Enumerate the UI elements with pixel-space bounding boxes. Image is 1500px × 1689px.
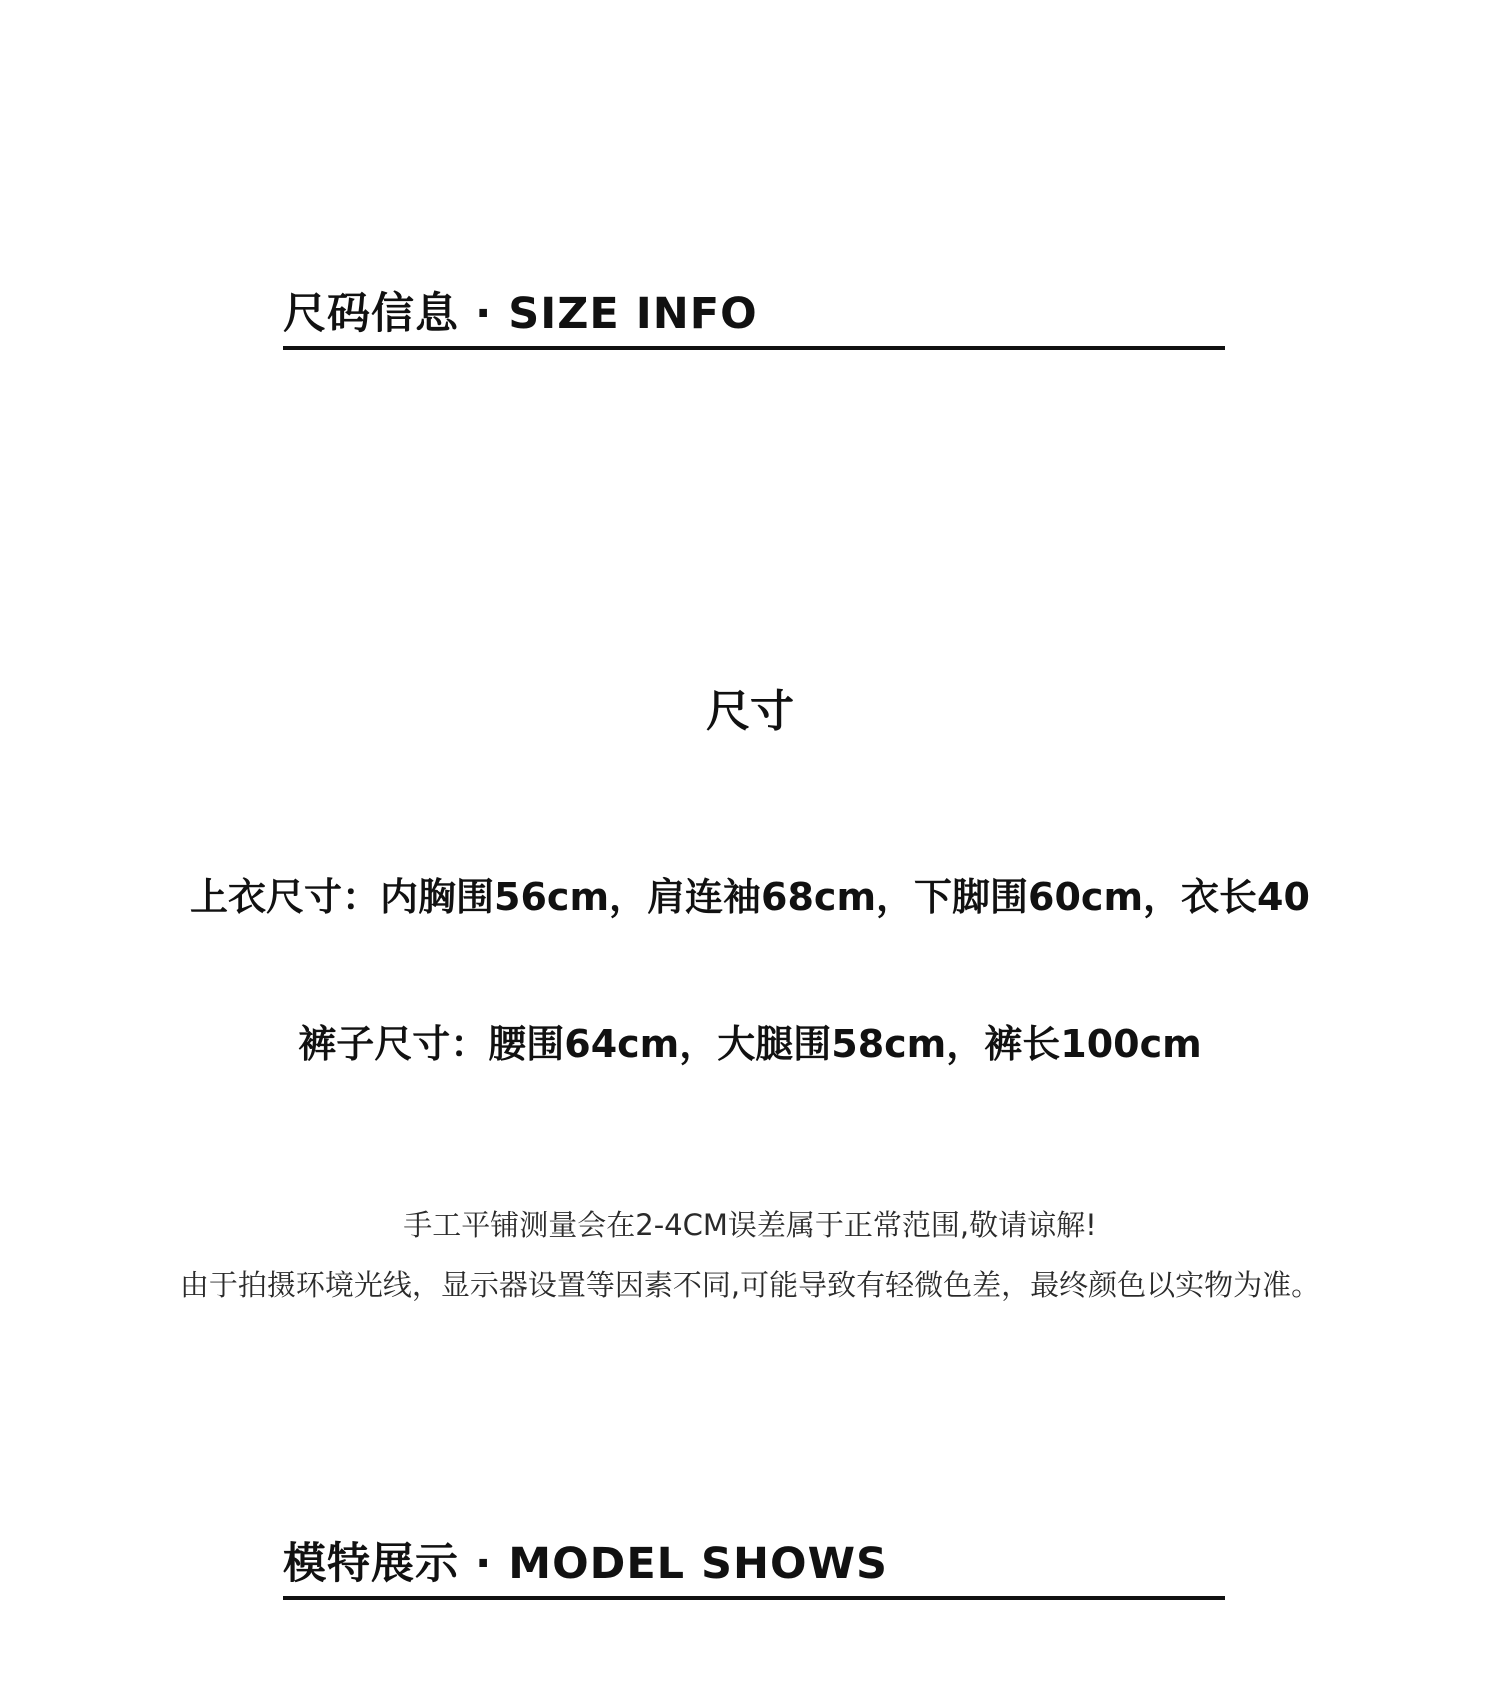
size-title: 尺寸	[706, 686, 794, 737]
pants-size-text: 裤子尺寸：腰围64cm，大腿围58cm，裤长100cm	[298, 1022, 1202, 1066]
top-size-text: 上衣尺寸：内胸围56cm，肩连袖68cm，下脚围60cm，衣长40	[190, 875, 1310, 919]
model-shows-heading	[283, 1541, 1225, 1600]
model-shows-heading-text: 模特展示 · MODEL SHOWS	[283, 1539, 888, 1589]
measurement-note: 手工平铺测量会在2-4CM误差属于正常范围,敬请谅解!	[403, 1208, 1097, 1242]
size-info-heading-text: 尺码信息 · SIZE INFO	[283, 289, 758, 339]
color-note: 由于拍摄环境光线，显示器设置等因素不同,可能导致有轻微色差，最终颜色以实物为准。	[179, 1268, 1321, 1302]
size-info-heading	[283, 291, 1225, 350]
